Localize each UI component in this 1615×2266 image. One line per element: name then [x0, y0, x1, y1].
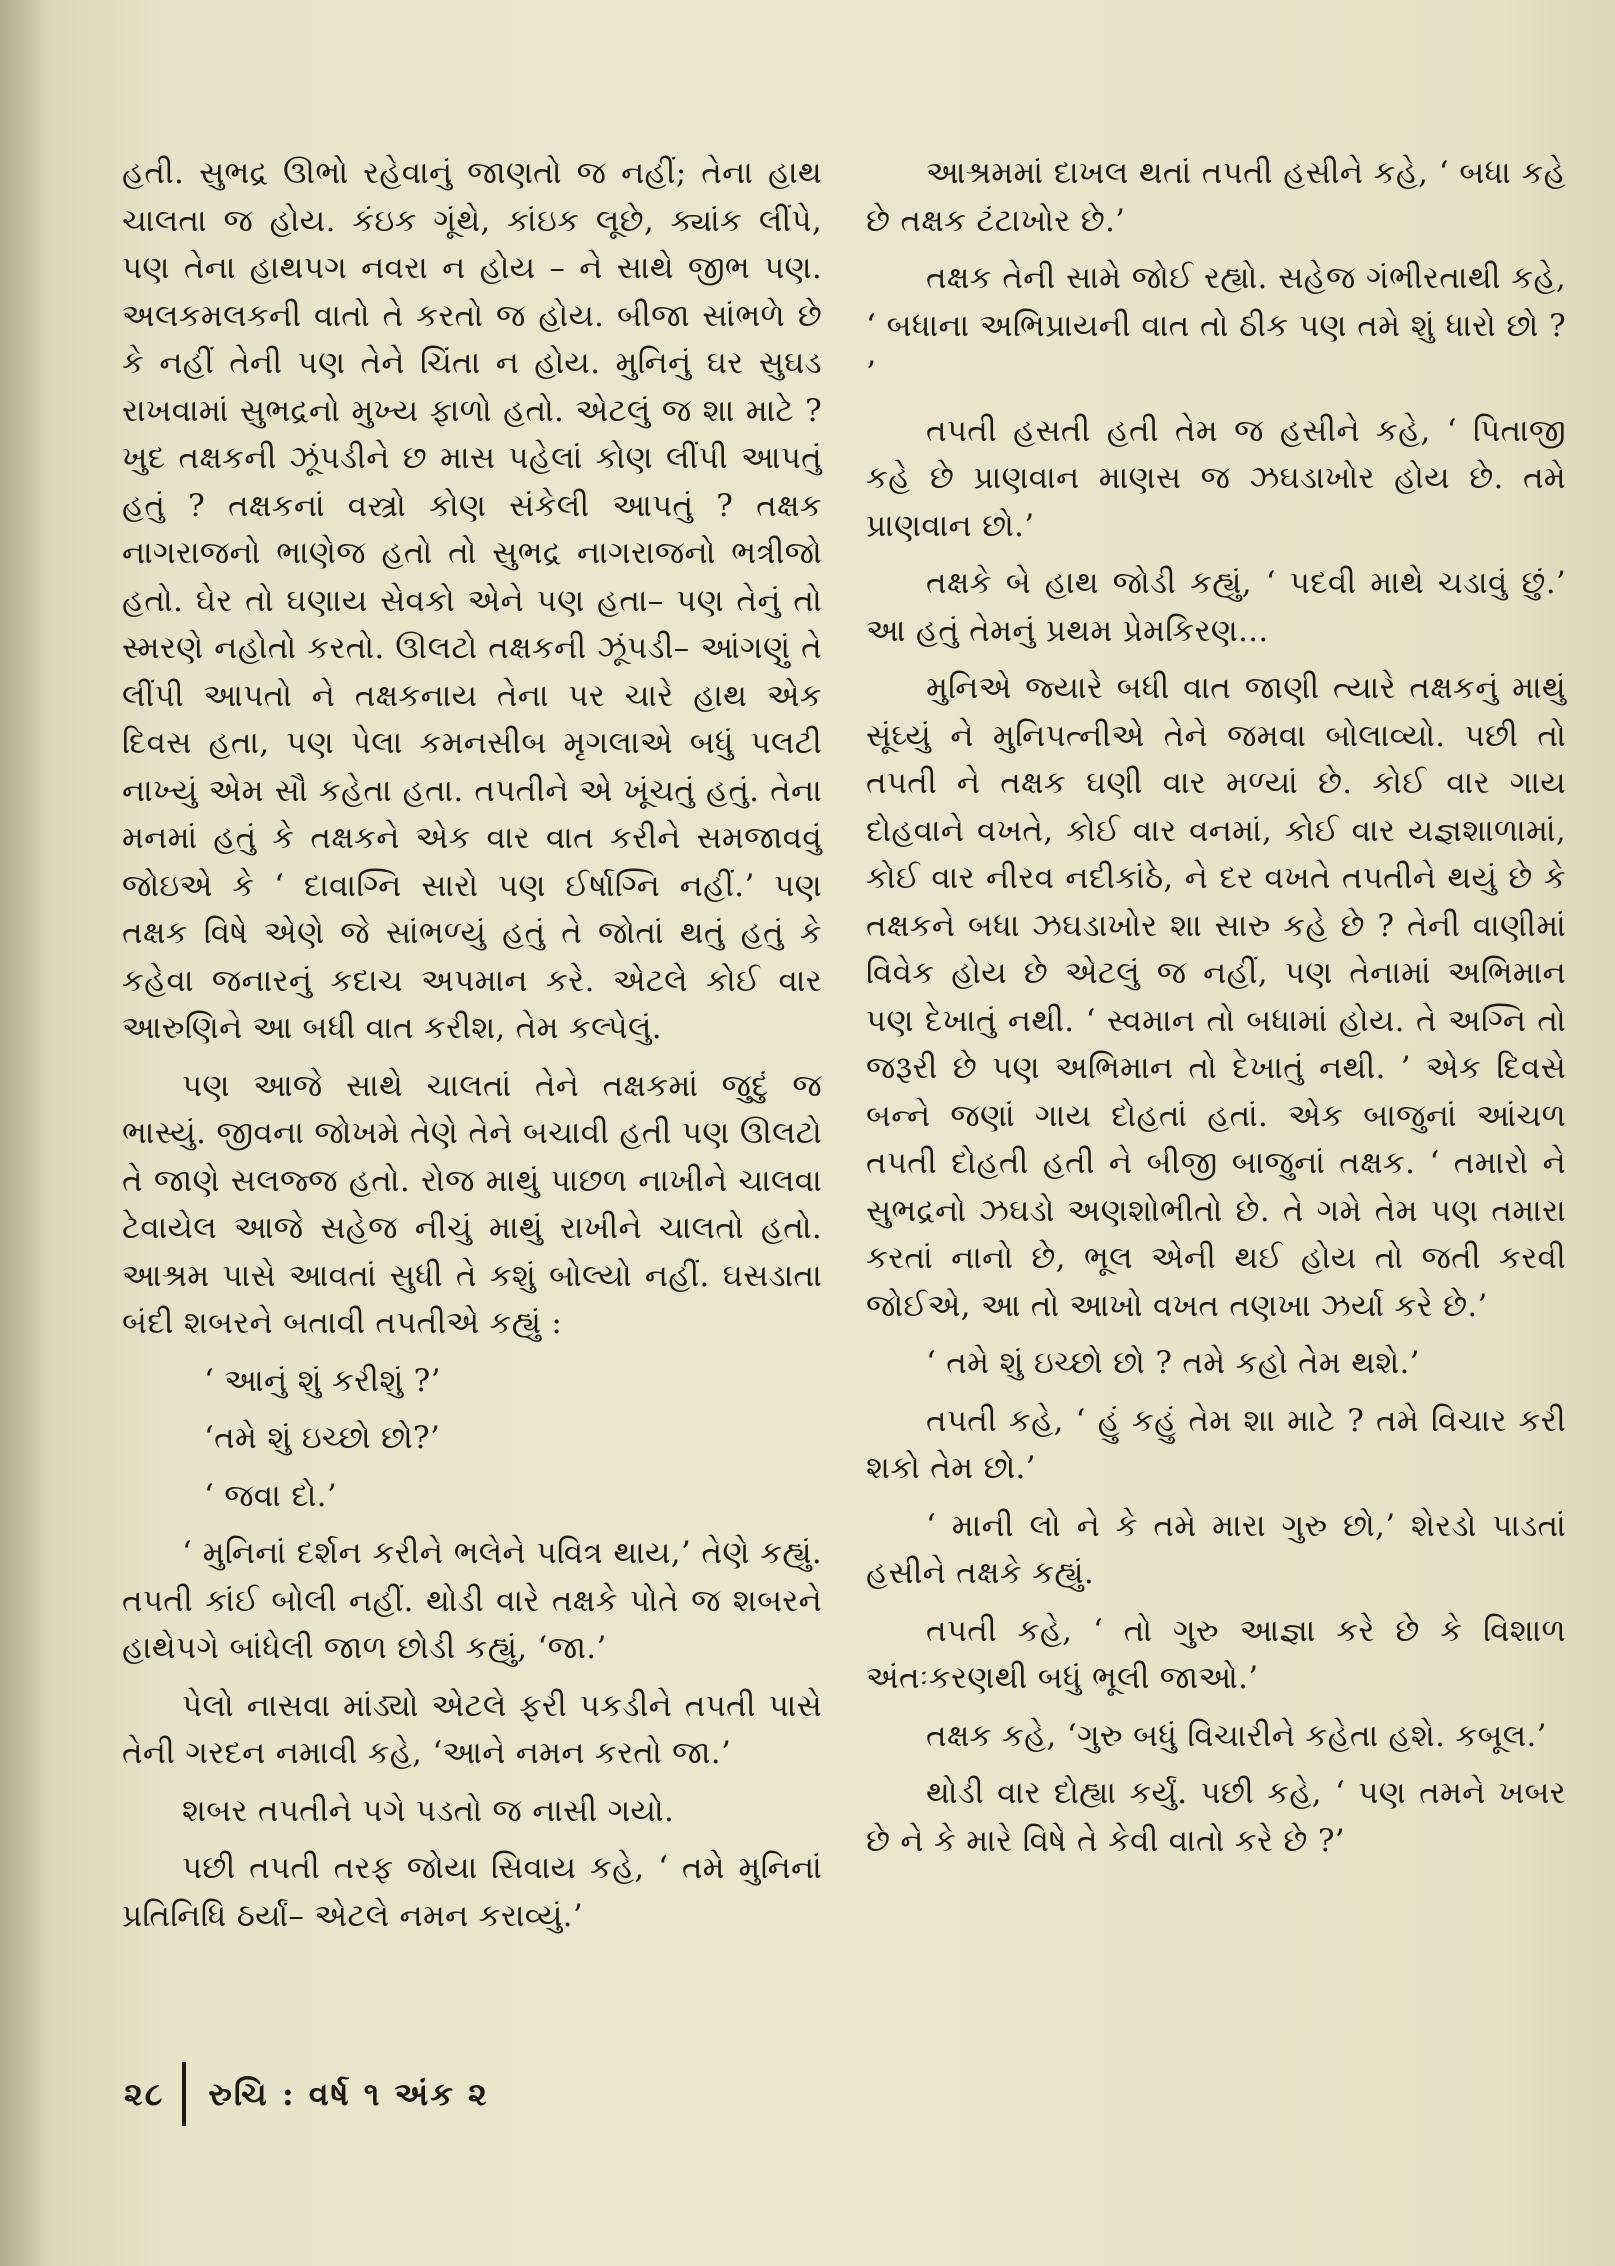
paragraph: તપતી કહે, ‘ તો ગુરુ આજ્ઞા કરે છે કે વિશાળ અંતઃકરણથી બધું ભૂલી જાઓ.’	[866, 1612, 1566, 1696]
paragraph: ‘ તમે શું ઇચ્છો છો ? તમે કહો તેમ થશે.’	[926, 1345, 1420, 1381]
paragraph: ‘ જવા દો.’	[204, 1477, 337, 1514]
right-column	[866, 150, 1566, 1875]
paragraph: ‘ આનું શું કરીશું ?’	[204, 1362, 441, 1399]
paragraph: તપતી હસતી હતી તેમ જ હસીને કહે, ‘ પિતાજી કહે છે પ્રાણવાન માણસ જ ઝઘડાખોર હોય છે. તમે પ્રાણવાન છો.’	[866, 412, 1566, 544]
paragraph: પછી તપતી તરફ જોયા સિવાય કહે, ‘ તમે મુનિનાં પ્રતિનિધિ ઠર્યાં– એટલે નમન કરાવ્યું.’	[122, 1850, 822, 1934]
paragraph: મુનિએ જ્યારે બધી વાત જાણી ત્યારે તક્ષકનું માથું સૂંઘ્યું ને મુનિપત્નીએ તેને જમવા બોલાવ્યો. પછી તો તપતી ને તક્ષક ઘણી વાર મળ્યાં છે. કોઈ વાર ગાય દોહવાને વખતે, કોઈ વાર વનમાં, કોઈ વાર યજ્ઞશાળામાં, કોઈ વાર નીરવ નદીકાંઠે, ને દર વખતે તપતીને થયું છે કે તક્ષકને બધા ઝઘડાખોર શા સારુ કહે છે ? તેની વાણીમાં વિવેક હોય છે એટલું જ નહીં, પણ તેનામાં અભિમાન પણ દેખાતું નથી. ‘ સ્વમાન તો બધામાં હોય. તે અગ્નિ તો જરૂરી છે પણ અભિમાન તો દેખાતું નથી. ’ એક દિવસે બન્ને જણાં ગાય દોહતાં હતાં. એક બાજુનાં આંચળ તપતી દોહતી હતી ને બીજી બાજુનાં તક્ષક. ‘ તમારો ને સુભદ્રનો ઝઘડો અણશોભીતો છે. તે ગમે તેમ પણ તમારા કરતાં નાનો છે, ભૂલ એની થઈ હોય તો જતી કરવી જોઈએ, આ તો આખો વખત તણખા ઝર્યા કરે છે.’	[866, 670, 1566, 1324]
paragraph: તક્ષક કહે, ‘ગુરુ બધું વિચારીને કહેતા હશે. કબૂલ.’	[926, 1717, 1547, 1754]
paragraph: શબર તપતીને પગે પડતો જ નાસી ગયો.	[182, 1792, 675, 1829]
paragraph: ‘ મુનિનાં દર્શન કરીને ભલેને પવિત્ર થાય,’ તેણે કહ્યું. તપતી કાંઈ બોલી નહીં. થોડી વારે તક્ષકે પોતે જ શબરને હાથેપગે બાંધેલી જાળ છોડી કહ્યું, ‘જા.’	[122, 1535, 822, 1666]
paragraph: તક્ષક તેની સામે જોઈ રહ્યો. સહેજ ગંભીરતાથી કહે, ‘ બધાના અભિપ્રાયની વાત તો ઠીક પણ તમે શું ધારો છો ? ’	[866, 260, 1566, 391]
paragraph: તપતી કહે, ‘ હું કહું તેમ શા માટે ? તમે વિચાર કરી શકો તેમ છો.’	[866, 1402, 1566, 1486]
footer-divider	[182, 2062, 186, 2126]
paragraph: હતી. સુભદ્ર ઊભો રહેવાનું જાણતો જ નહીં; તેના હાથ ચાલતા જ હોય. કંઇક ગૂંથે, કાંઇક લૂછે, ક્યાંક લીંપે, પણ તેના હાથપગ નવરા ન હોય – ને સાથે જીભ પણ. અલકમલકની વાતો તે કરતો જ હોય. બીજા સાંભળે છે કે નહીં તેની પણ તેને ચિંતા ન હોય. મુનિનું ઘર સુઘડ રાખવામાં સુભદ્રનો મુખ્ય ફાળો હતો. એટલું જ શા માટે ? ખુદ તક્ષકની ઝૂંપડીને છ માસ પહેલાં કોણ લીંપી આપતું હતું ? તક્ષકનાં વસ્ત્રો કોણ સંકેલી આપતું ? તક્ષક નાગરાજનો ભાણેજ હતો તો સુભદ્ર નાગરાજનો ભત્રીજો હતો. ઘેર તો ઘણાય સેવકો એને પણ હતા– પણ તેનું તો સ્મરણે નહોતો કરતો. ઊલટો તક્ષકની ઝૂંપડી– આંગણું તે લીંપી આપતો ને તક્ષકનાય તેના પર ચારે હાથ એક દિવસ હતા, પણ પેલા કમનસીબ મૃગલાએ બધું પલટી નાખ્યું એમ સૌ કહેતા હતા. તપતીને એ ખૂંચતું હતું. તેના મનમાં હતું કે તક્ષકને એક વાર વાત કરીને સમજાવવું જોઇએ કે ‘ દાવાગ્નિ સારો પણ ઈર્ષાગ્નિ નહીં.’ પણ તક્ષક વિષે એણે જે સાંભળ્યું હતું તે જોતાં થતું હતું કે કહેવા જનારનું કદાચ અપમાન કરે. એટલે કોઈ વાર આરુણિને આ બધી વાત કરીશ, તેમ કલ્પેલું.	[122, 155, 822, 1046]
binding-shadow	[0, 0, 40, 2266]
paragraph: પણ આજે સાથે ચાલતાં તેને તક્ષકમાં જુદું જ ભાસ્યું. જીવના જોખમે તેણે તેને બચાવી હતી પણ ઊલટો તે જાણે સલજ્જ હતો. રોજ માથું પાછળ નાખીને ચાલવા ટેવાયેલ આજે સહેજ નીચું માથું રાખીને ચાલતો હતો. આશ્રમ પાસે આવતાં સુધી તે કશું બોલ્યો નહીં. ઘસડાતા બંદી શબરને બતાવી તપતીએ કહ્યું :	[122, 1067, 822, 1341]
paragraph: થોડી વાર દોહ્યા કર્યું. પછી કહે, ‘ પણ તમને ખબર છે ને કે મારે વિષે તે કેવી વાતો કરે છે ?’	[866, 1775, 1566, 1859]
paragraph: પેલો નાસવા માંડ્યો એટલે ફરી પકડીને તપતી પાસે તેની ગરદન નમાવી કહે, ‘આને નમન કરતો જા.’	[122, 1687, 822, 1771]
paragraph: ‘ માની લો ને કે તમે મારા ગુરુ છો,’ શેરડો પાડતાં હસીને તક્ષકે કહ્યું.	[866, 1507, 1566, 1591]
journal-title: રુચિ : વર્ષ ૧ અંક ૨	[208, 2074, 489, 2113]
page-number: ૨૮	[124, 2074, 165, 2113]
paragraph: આશ્રમમાં દાખલ થતાં તપતી હસીને કહે, ‘ બધા કહે છે તક્ષક ટંટાખોર છે.’	[866, 155, 1566, 239]
left-column	[122, 150, 822, 1950]
paragraph: ‘તમે શું ઇચ્છો છો?’	[204, 1420, 441, 1456]
paragraph: તક્ષકે બે હાથ જોડી કહ્યું, ‘ પદવી માથે ચડાવું છું.’ આ હતું તેમનું પ્રથમ પ્રેમકિરણ...	[866, 565, 1566, 649]
page-footer	[124, 2062, 489, 2126]
